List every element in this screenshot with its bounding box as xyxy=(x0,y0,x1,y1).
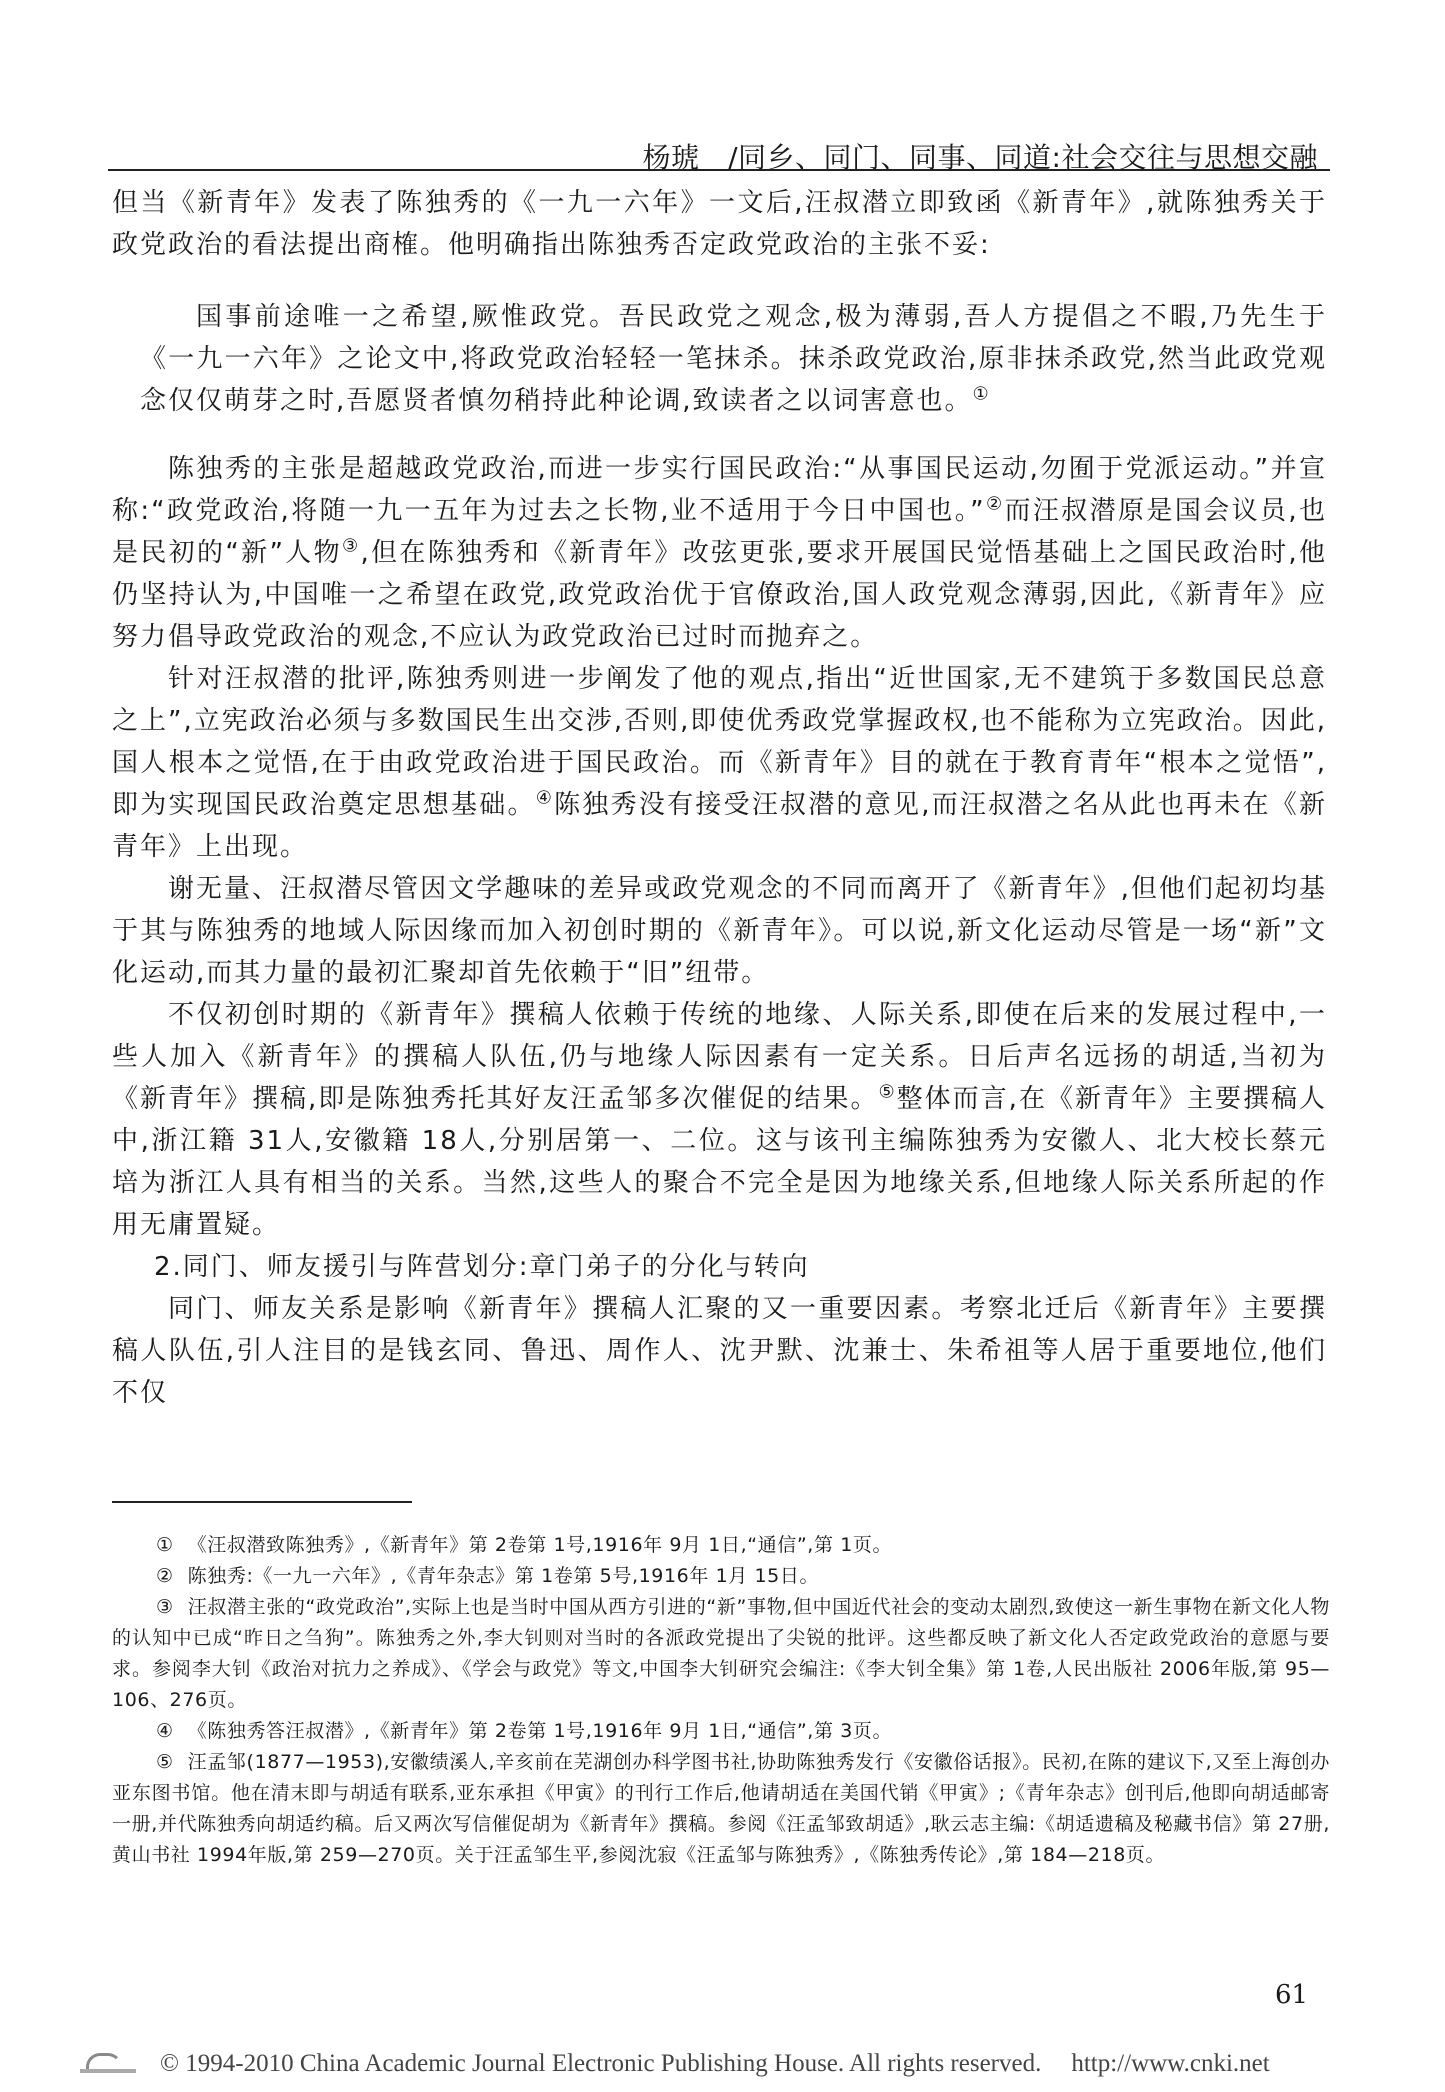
footnote-number: ① xyxy=(156,1534,174,1556)
paragraph: 谢无量、汪叔潜尽管因文学趣味的差异或政党观念的不同而离开了《新青年》,但他们起初均基于其与陈独秀的地域人际因缘而加入初创时期的《新青年》。可以说,新文化运动尽管是一场“新”文化运动,而其力量的最初汇聚却首先依赖于“旧”纽带。 xyxy=(112,874,1327,988)
section-heading: 2.同门、师友援引与阵营划分:章门弟子的分化与转向 xyxy=(154,1252,810,1282)
footnote-number: ④ xyxy=(156,1720,174,1742)
header-rule xyxy=(108,169,1330,171)
footnote-number: ② xyxy=(156,1565,174,1587)
footnote-number: ⑤ xyxy=(156,1751,174,1773)
footnote: ① 《汪叔潜致陈独秀》,《新青年》第 2卷第 1号,1916年 9月 1日,“通信”,第 1页。 xyxy=(156,1534,893,1556)
footnote-ref[interactable]: ① xyxy=(972,383,991,405)
footnote: ③ 汪叔潜主张的“政党政治”,实际上也是当时中国从西方引进的“新”事物,但中国近代社会的变动太剧烈,致使这一新生事物在新文化人物的认知中已成“昨日之刍狗”。陈独秀之外,李大钊则对当时的各派政党提出了尖锐的批评。这些都反映了新文化人否定政党政治的意愿与要求。参阅李大钊《政治对抗力之养成》、《学会与政党》等文,中国李大钊研究会编注:《李大钊全集》第 1卷,人民出版社 2006年版,第 95—106、276页。 xyxy=(112,1596,1330,1711)
footnote-rule xyxy=(112,1501,412,1503)
paragraph: 陈独秀的主张是超越政党政治,而进一步实行国民政治:“从事国民运动,勿囿于党派运动。”并宣称:“政党政治,将随一九一五年为过去之长物,业不适用于今日中国也。”②而汪叔潜原是国会议员,也是民初的“新”人物③,但在陈独秀和《新青年》改弦更张,要求开展国民觉悟基础上之国民政治时,他仍坚持认为,中国唯一之希望在政党,政党政治优于官僚政治,国人政党观念薄弱,因此,《新青年》应努力倡导政党政治的观念,不应认为政党政治已过时而抛弃之。 xyxy=(112,454,1328,652)
copyright-text: © 1994-2010 China Academic Journal Electronic Publishing House. All rights reserved. xyxy=(160,2050,1042,2077)
paragraph: 不仅初创时期的《新青年》撰稿人依赖于传统的地缘、人际关系,即使在后来的发展过程中,一些人加入《新青年》的撰稿人队伍,仍与地缘人际因素有一定关系。日后声名远扬的胡适,当初为《新青年》撰稿,即是陈独秀托其好友汪孟邹多次催促的结果。⑤整体而言,在《新青年》主要撰稿人中,浙江籍 31人,安徽籍 18人,分别居第一、二位。这与该刊主编陈独秀为安徽人、北大校长蔡元培为浙江人具有相当的关系。当然,这些人的聚合不完全是因为地缘关系,但地缘人际关系所起的作用无庸置疑。 xyxy=(112,1000,1328,1240)
paragraph: 同门、师友关系是影响《新青年》撰稿人汇聚的又一重要因素。考察北迁后《新青年》主要撰稿人队伍,引人注目的是钱玄同、鲁迅、周作人、沈尹默、沈兼士、朱希祖等人居于重要地位,他们不仅 xyxy=(112,1294,1327,1408)
paragraph: 针对汪叔潜的批评,陈独秀则进一步阐发了他的观点,指出“近世国家,无不建筑于多数国民总意之上”,立宪政治必须与多数国民生出交涉,否则,即使优秀政党掌握政权,也不能称为立宪政治。因此,国人根本之觉悟,在于由政党政治进于国民政治。而《新青年》目的就在于教育青年“根本之觉悟”,即为实现国民政治奠定思想基础。④陈独秀没有接受汪叔潜的意见,而汪叔潜之名从此也再未在《新青年》上出现。 xyxy=(112,664,1328,862)
block-quote: 国事前途唯一之希望,厥惟政党。吾民政党之观念,极为薄弱,吾人方提倡之不暇,乃先生于《一九一六年》之论文中,将政党政治轻轻一笔抹杀。抹杀政党政治,原非抹杀政党,然当此政党观念仅仅萌芽之时,吾愿贤者慎勿稍持此种论调,致读者之以词害意也。① xyxy=(140,302,1327,416)
footnote: ⑤ 汪孟邹(1877—1953),安徽绩溪人,辛亥前在芜湖创办科学图书社,协助陈独秀发行《安徽俗话报》。民初,在陈的建议下,又至上海创办亚东图书馆。他在清末即与胡适有联系,亚东承担《甲寅》的刊行工作后,他请胡适在美国代销《甲寅》;《青年杂志》创刊后,他即向胡适邮寄一册,并代陈独秀向胡适约稿。后又两次写信催促胡为《新青年》撰稿。参阅《汪孟邹致胡适》,耿云志主编:《胡适遗稿及秘藏书信》第 27册,黄山书社 1994年版,第 259—270页。关于汪孟邹生平,参阅沈寂《汪孟邹与陈独秀》,《陈独秀传论》,第 184—218页。 xyxy=(112,1751,1330,1866)
footnote-ref[interactable]: ⑤ xyxy=(878,1081,897,1103)
footnote-ref[interactable]: ② xyxy=(985,493,1005,515)
running-header: 杨琥 /同乡、同门、同事、同道:社会交往与思想交融 xyxy=(642,141,1318,174)
footnotes xyxy=(112,1530,1330,1871)
page-number: 61 xyxy=(1275,1980,1309,2010)
cnki-logo-icon xyxy=(80,2051,140,2077)
footnote-ref[interactable]: ④ xyxy=(535,787,555,809)
footnote: ② 陈独秀:《一九一六年》,《青年杂志》第 1卷第 5号,1916年 1月 15日。 xyxy=(156,1565,820,1587)
paragraph: 但当《新青年》发表了陈独秀的《一九一六年》一文后,汪叔潜立即致函《新青年》,就陈独秀关于政党政治的看法提出商榷。他明确指出陈独秀否定政党政治的主张不妥: xyxy=(112,188,1327,260)
footer-url[interactable]: http://www.cnki.net xyxy=(1071,2050,1270,2077)
copyright-footer xyxy=(80,2050,1400,2078)
footnote-number: ③ xyxy=(156,1596,174,1618)
main-text xyxy=(112,182,1327,1414)
footnote: ④ 《陈独秀答汪叔潜》,《新青年》第 2卷第 1号,1916年 9月 1日,“通信”,第 3页。 xyxy=(156,1720,893,1742)
footnote-ref[interactable]: ③ xyxy=(341,535,361,557)
